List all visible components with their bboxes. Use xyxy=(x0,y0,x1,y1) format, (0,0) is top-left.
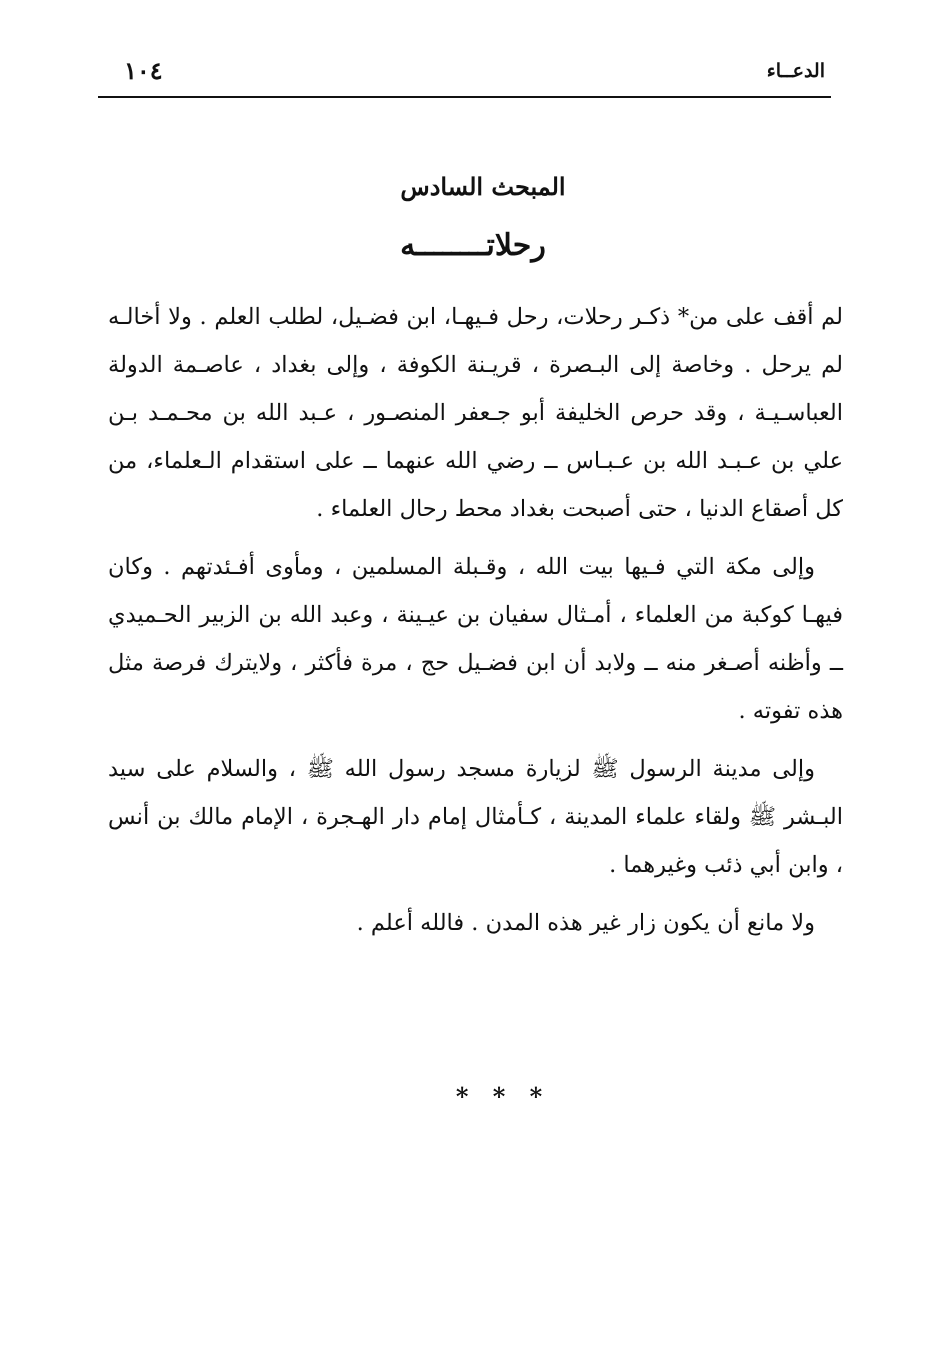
paragraph: ولا مانع أن يكون زار غير هذه المدن . فالله أعلم . xyxy=(356,910,815,936)
running-header xyxy=(98,56,831,92)
paragraph: لم أقف على من* ذكـر رحلات، رحل فـيهـا، ابن فضـيل، لطلب العلم . ولا أخالـه لم يرحل . وخاصة إلى البـصرة ، قريـنة الكوفة ، وإلى بغداد ، عاصـمة الدولة العباسـيـة ، وقد حرص الخليفة أبو جـعفر المنصـور ، عـبد الله بن محـمـد بـن علي بن عـبـد الله بن عـبـاس ــ رضي الله عنهما ــ على استقدام الـعلماء، من كل أصقاع الدنيا ، حتى أصبحت بغداد محط رحال العلماء . xyxy=(108,304,843,522)
page-number: ١٠٤ xyxy=(124,56,163,85)
body-text xyxy=(108,293,843,947)
section-label: المبحث السادس xyxy=(400,172,566,201)
paragraph: وإلى مكة التي فـيها بيت الله ، وقـبلة المسلمين ، ومأوى أفـئدتهم . وكان فيهـا كوكبة من العلماء ، أمـثال سفيان بن عيـينة ، وعبد الله بن الزبير الحـميدي ــ وأظنه أصـغر منه ــ ولابد أن ابن فضـيل حج ، مرة فأكثر ، ولايترك فرصة مثل هذه تفوته . xyxy=(108,554,843,724)
section-end-ornament: * * * xyxy=(455,1082,551,1111)
book-title: الدعــاء xyxy=(766,60,825,82)
paragraph: وإلى مدينة الرسول ﷺ لزيارة مسجد رسول الله ﷺ ، والسلام على سيد البـشر ﷺ ولقاء علماء المدينة ، كـأمثال إمام دار الهـجرة ، الإمام مالك بن أنس ، وابن أبي ذئب وغيرهما . xyxy=(108,756,843,878)
header-divider xyxy=(98,96,831,98)
chapter-title: رحلاتــــــــه xyxy=(400,228,546,263)
